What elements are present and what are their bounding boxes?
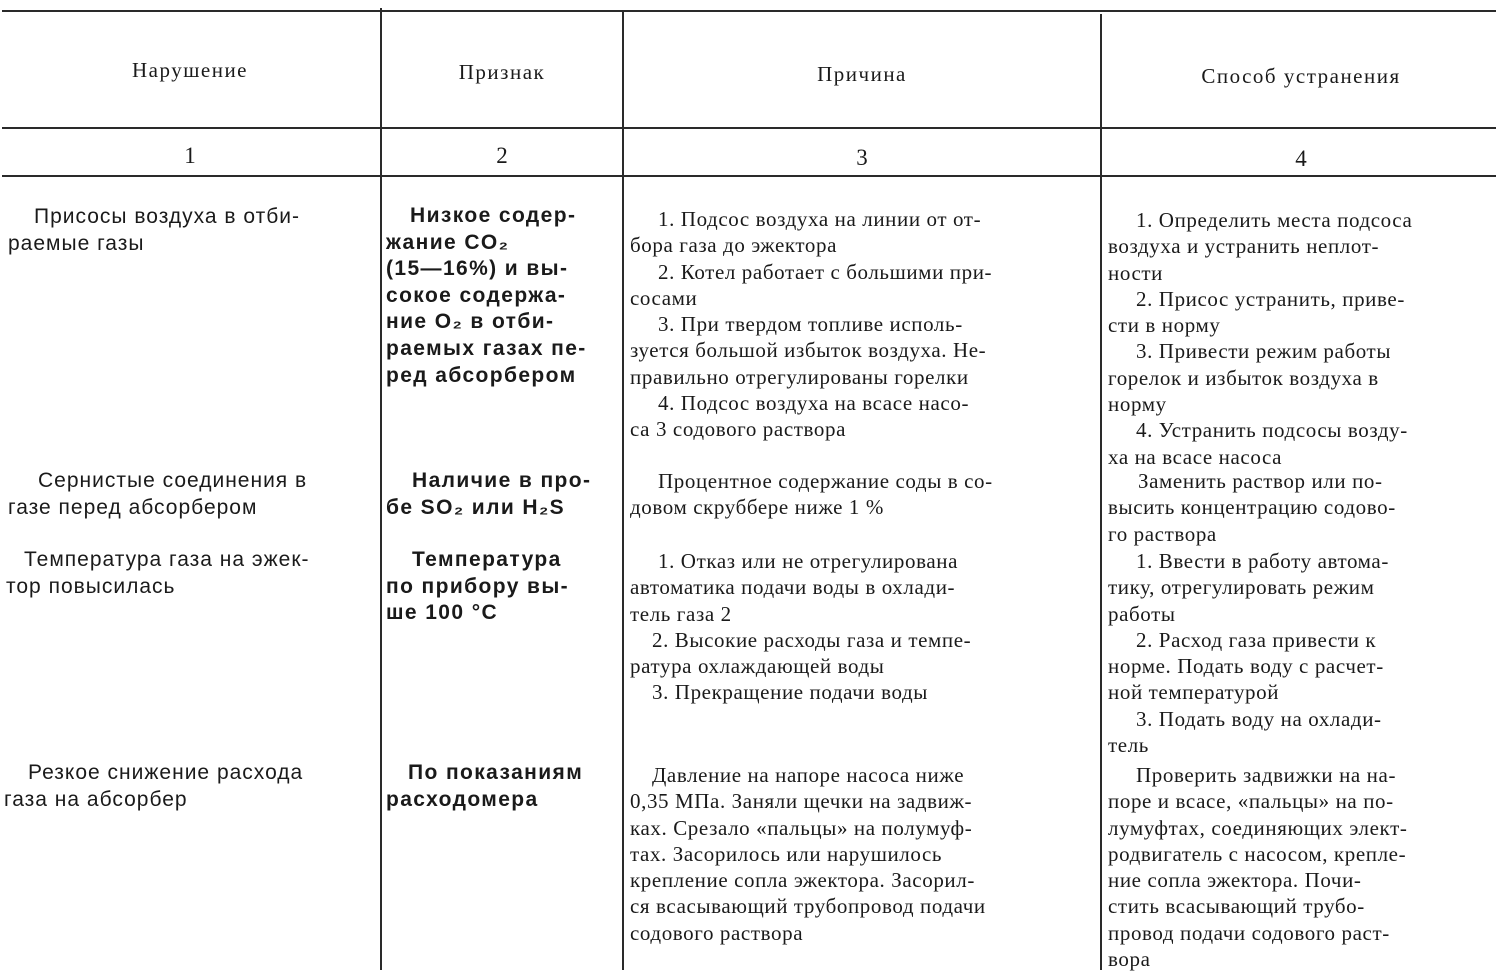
- row4-cause-line: 0,35 МПа. Заняли щечки на задвиж-: [630, 789, 973, 814]
- row4-violation-line: газа на абсорбер: [4, 787, 188, 811]
- row1-violation: [8, 204, 358, 257]
- row3-cause-line: 1. Отказ или не отрегулирована: [658, 549, 959, 573]
- column-number-4: 4: [1295, 146, 1307, 171]
- row2-cause: [630, 468, 1096, 521]
- row3-remedy-line: тику, отрегулировать режим: [1108, 575, 1375, 600]
- row3-remedy-line: работы: [1108, 601, 1176, 626]
- row4-remedy-line: лумуфтах, соединяющих элект-: [1108, 815, 1408, 840]
- row3-remedy-line: 2. Расход газа привести к: [1136, 627, 1377, 652]
- row1-cause-line: 1. Подсос воздуха на линии от от-: [658, 207, 982, 231]
- row3-violation-line: тор повысилась: [6, 574, 176, 598]
- row3-cause-line: автоматика подачи воды в охлади-: [630, 575, 956, 600]
- header-violation: Нарушение: [132, 58, 248, 82]
- row1-sign-line: ние O₂ в отби-: [386, 310, 555, 334]
- row4-cause-line: ках. Срезало «пальцы» на полумуф-: [630, 815, 973, 840]
- header-bottom-rule: [2, 127, 1496, 129]
- row2-remedy-line: высить концентрацию содово-: [1108, 495, 1396, 520]
- row1-remedy-line: ности: [1108, 260, 1163, 285]
- row4-remedy-line: стить всасывающий трубо-: [1108, 894, 1365, 919]
- row1-remedy-line: ха на всасе насоса: [1108, 444, 1283, 469]
- row3-violation: [6, 547, 360, 600]
- row3-cause-line: тель газа 2: [630, 601, 732, 626]
- row3-remedy-line: 3. Подать воду на охлади-: [1136, 706, 1382, 731]
- row4-remedy-line: поре и всасе, «пальцы» на по-: [1108, 789, 1394, 814]
- row1-sign-line: сокое содержа-: [386, 283, 567, 307]
- row1-violation-line: раемые газы: [8, 231, 145, 255]
- row3-sign-line: ше 100 °С: [386, 601, 499, 625]
- row3-cause-line: ратура охлаждающей воды: [630, 654, 885, 679]
- row3-remedy-line: норме. Подать воду с расчет-: [1108, 654, 1384, 679]
- row3-sign: [386, 547, 620, 627]
- row4-sign: [386, 760, 620, 813]
- row4-sign-line: По показаниям: [408, 761, 584, 784]
- row4-remedy-line: провод подачи содового раст-: [1108, 920, 1390, 945]
- row3-sign-line: по прибору вы-: [386, 574, 570, 598]
- row2-sign: [386, 468, 620, 521]
- row1-remedy-line: 3. Привести режим работы: [1136, 339, 1392, 364]
- row1-remedy-line: горелок и избыток воздуха в: [1108, 365, 1379, 390]
- row1-remedy-line: 1. Определить места подсоса: [1136, 208, 1413, 232]
- row3-sign-line: Температура: [412, 548, 562, 571]
- row2-sign-line: бе SO₂ или H₂S: [386, 495, 566, 519]
- row4-remedy-line: родвигатель с насосом, крепле-: [1108, 841, 1407, 866]
- row4-cause-line: ся всасывающий трубопровод подачи: [630, 894, 986, 919]
- row4-cause-line: Давление на напоре насоса ниже: [652, 763, 965, 787]
- column-number-1: 1: [184, 143, 196, 168]
- row4-violation-line: Резкое снижение расхода: [28, 761, 304, 784]
- row1-remedy-line: 4. Устранить подсосы возду-: [1136, 418, 1408, 443]
- row3-cause-line: 3. Прекращение подачи воды: [652, 680, 928, 705]
- row3-remedy-line: ной температурой: [1108, 680, 1280, 705]
- row2-remedy-line: го раствора: [1108, 521, 1217, 546]
- row3-cause: [630, 548, 1096, 706]
- row1-sign-line: раемых газах пе-: [386, 336, 587, 360]
- header-sign: Признак: [458, 60, 546, 84]
- row2-sign-line: Наличие в про-: [412, 469, 592, 492]
- row1-violation-line: Присосы воздуха в отби-: [34, 205, 300, 228]
- row1-cause-line: сосами: [630, 285, 698, 310]
- row4-remedy-line: вора: [1108, 947, 1151, 972]
- row1-cause-line: правильно отрегулированы горелки: [630, 364, 969, 389]
- row4-remedy-line: ние сопла эжектора. Почи-: [1108, 868, 1362, 893]
- row3-cause-line: 2. Высокие расходы газа и темпе-: [652, 627, 972, 652]
- header-remedy: Способ устранения: [1201, 64, 1401, 88]
- row2-remedy: [1108, 468, 1498, 547]
- row4-remedy-line: Проверить задвижки на на-: [1136, 763, 1397, 787]
- row1-sign-line: ред абсорбером: [386, 363, 577, 387]
- row2-cause-line: Процентное содержание соды в со-: [658, 469, 993, 493]
- table-top-rule: [2, 10, 1496, 12]
- row4-sign-line: расходомера: [386, 787, 539, 811]
- row3-remedy: [1108, 548, 1498, 758]
- row1-sign-line: Низкое содер-: [410, 204, 577, 227]
- row1-remedy-line: воздуха и устранить неплот-: [1108, 234, 1380, 259]
- column-number-3: 3: [856, 145, 868, 170]
- row1-cause-line: бора газа до эжектора: [630, 233, 838, 258]
- row4-cause-line: крепление сопла эжектора. Засорил-: [630, 868, 975, 893]
- row4-violation: [4, 760, 360, 813]
- row1-sign: [386, 203, 620, 389]
- row1-remedy-line: сти в норму: [1108, 313, 1221, 338]
- row3-violation-line: Температура газа на эжек-: [24, 548, 310, 571]
- header-cause: Причина: [817, 62, 907, 86]
- column-number-2: 2: [496, 143, 508, 168]
- row1-remedy-line: норму: [1108, 392, 1167, 417]
- row1-cause-line: 4. Подсос воздуха на всасе насо-: [658, 391, 970, 416]
- row1-cause-line: са 3 содового раствора: [630, 417, 847, 442]
- row2-violation: [8, 468, 358, 521]
- row1-cause: [630, 206, 1096, 443]
- row2-remedy-line: Заменить раствор или по-: [1138, 469, 1383, 493]
- row2-violation-line: Сернистые соединения в: [38, 469, 308, 492]
- row1-remedy-line: 2. Присос устранить, приве-: [1136, 286, 1405, 311]
- row1-remedy: [1108, 207, 1498, 470]
- row3-remedy-line: 1. Ввести в работу автома-: [1136, 549, 1389, 573]
- numbers-bottom-rule: [2, 175, 1496, 177]
- row4-cause: [630, 762, 1096, 946]
- row2-violation-line: газе перед абсорбером: [8, 495, 258, 519]
- row1-cause-line: 3. При твердом топливе исполь-: [658, 312, 963, 337]
- row4-cause-line: содового раствора: [630, 920, 804, 945]
- row1-cause-line: зуется большой избыток воздуха. Не-: [630, 338, 987, 363]
- row2-cause-line: довом скруббере ниже 1 %: [630, 495, 884, 520]
- row1-sign-line: жание CO₂: [386, 230, 510, 254]
- row1-sign-line: (15—16%) и вы-: [386, 257, 569, 281]
- row4-cause-line: тах. Засорилось или нарушилось: [630, 841, 943, 866]
- row3-remedy-line: тель: [1108, 733, 1149, 758]
- row1-cause-line: 2. Котел работает с большими при-: [658, 259, 993, 284]
- row4-remedy: [1108, 762, 1498, 972]
